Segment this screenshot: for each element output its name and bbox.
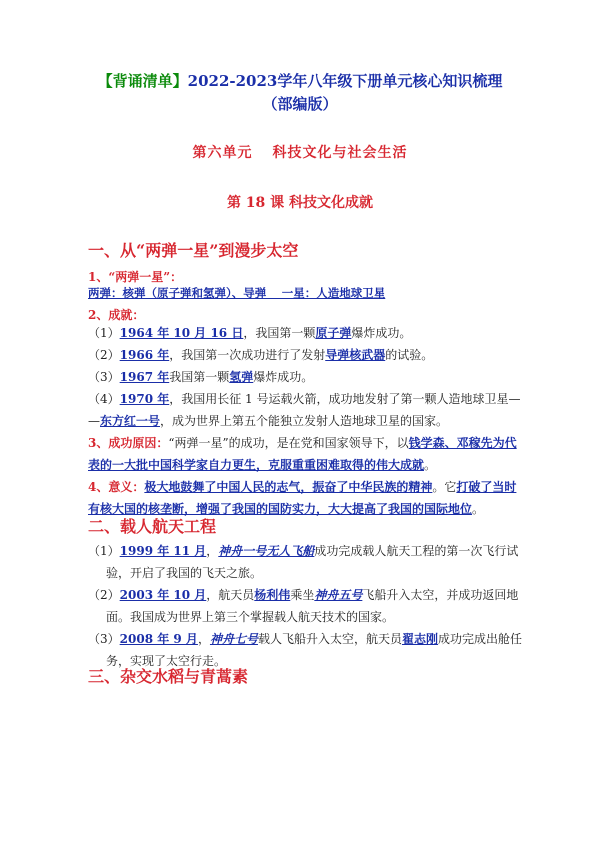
section1-heading: 一、从“两弹一星”到漫步太空	[88, 241, 299, 260]
item-text: 成功完成出舱任务，实现了太空行走。	[106, 632, 523, 668]
title-tag: 【背诵清单】	[97, 72, 188, 90]
sub1-heading: 1、“两弹一星”：	[88, 270, 183, 284]
unit-title	[0, 142, 600, 162]
sub1-text: 两弹：核弹（原子弹和氢弹）、导弹 一星：人造地球卫星	[88, 286, 386, 300]
section2-heading: 二、载人航天工程	[88, 517, 217, 536]
item-date: 2003 年 10 月	[119, 588, 207, 602]
item-text: ，我国第一次成功进行了发射	[169, 348, 326, 362]
achievement-item-2	[88, 344, 528, 366]
item-text: 飞船升入太空，并成功返回地面。我国成为世界上第三个掌握载人航天技术的国家。	[106, 588, 519, 624]
item-text: 爆炸成功。	[253, 370, 314, 384]
item-text: ，我国第一颗	[243, 326, 316, 340]
title-text: 2022-2023学年八年级下册单元核心知识梳理（部编版）	[187, 72, 503, 113]
item-date: 2008 年 9 月	[119, 632, 198, 646]
item-keyword: 杨利伟	[254, 588, 291, 602]
item-text: ，我国用长征 1 号运载火箭，成功地发射了第一颗人造地球卫星—	[169, 392, 521, 406]
unit-label: 第六单元	[192, 145, 253, 161]
success-reason	[88, 432, 520, 476]
item-keyword: 氢弹	[229, 370, 254, 384]
item-date: 1966 年	[119, 348, 170, 362]
item-date: 1967 年	[119, 370, 170, 384]
item-text: ，成为世界上第五个能独立发射人造地球卫星的国家。	[160, 414, 449, 428]
item-text: 爆炸成功。	[351, 326, 412, 340]
item-keyword: 神舟一号无人飞船	[218, 544, 315, 558]
significance-text: 。它	[432, 480, 457, 494]
item-text: 成功完成载人航天工程的第一次飞行试验，开启了我国的飞天之旅。	[106, 544, 519, 580]
lesson-title: 第 18 课 科技文化成就	[226, 195, 374, 211]
item-text: 我国第一颗	[169, 370, 230, 384]
significance-keyword: 打破了当时有核大国的核垄断，增强了我国的国防实力，大大提高了我国的国际地位	[88, 480, 517, 516]
item-number: （4）	[88, 392, 120, 406]
significance-text: 。	[472, 502, 485, 516]
item-date: 1970 年	[119, 392, 170, 406]
item-keyword: 原子弹	[315, 326, 352, 340]
item-text: ，	[197, 632, 210, 646]
item-number: （1）	[88, 326, 120, 340]
item-keyword: 翟志刚	[401, 632, 438, 646]
item-keyword: 东方红一号	[100, 414, 161, 428]
item-text: 乘坐	[290, 588, 315, 602]
space-item-1	[88, 540, 538, 584]
item-text: 的试验。	[385, 348, 434, 362]
reason-text: 。	[424, 458, 437, 472]
section3-heading: 三、杂交水稻与青蒿素	[88, 667, 249, 686]
achievement-item-1	[88, 322, 528, 344]
item-number: （2）	[88, 588, 120, 602]
document-title	[90, 70, 510, 116]
achievement-item-3	[88, 366, 528, 388]
reason-keyword: 钱学森、邓稼先为代表的一大批中国科学家自力更生，克服重重困难取得的伟大成就	[88, 436, 517, 472]
item-text: 载人飞船升入太空，航天员	[257, 632, 402, 646]
item-keyword: 神舟五号	[314, 588, 363, 602]
sub4-heading: 4、意义：	[88, 480, 145, 494]
item-date: 1964 年 10 月 16 日	[119, 326, 244, 340]
item-text: —	[88, 414, 100, 428]
item-keyword: 神舟七号	[209, 632, 258, 646]
item-number: （1）	[88, 544, 120, 558]
space-item-2	[88, 584, 538, 628]
achievement-item-4-cont	[88, 410, 528, 432]
significance-keyword: 极大地鼓舞了中国人民的志气，振奋了中华民族的精神	[144, 480, 433, 494]
sub3-heading: 3、成功原因：	[88, 436, 169, 450]
item-text: ，航天员	[206, 588, 255, 602]
item-text: ，	[206, 544, 219, 558]
item-number: （3）	[88, 632, 120, 646]
item-keyword: 导弹核武器	[325, 348, 386, 362]
item-number: （3）	[88, 370, 120, 384]
reason-text: “两弹一星”的成功，是在党和国家领导下，以	[168, 436, 409, 450]
unit-name: 科技文化与社会生活	[272, 145, 408, 161]
item-date: 1999 年 11 月	[119, 544, 207, 558]
sub2-heading: 2、成就：	[88, 308, 145, 322]
item-number: （2）	[88, 348, 120, 362]
achievement-item-4	[88, 388, 528, 410]
